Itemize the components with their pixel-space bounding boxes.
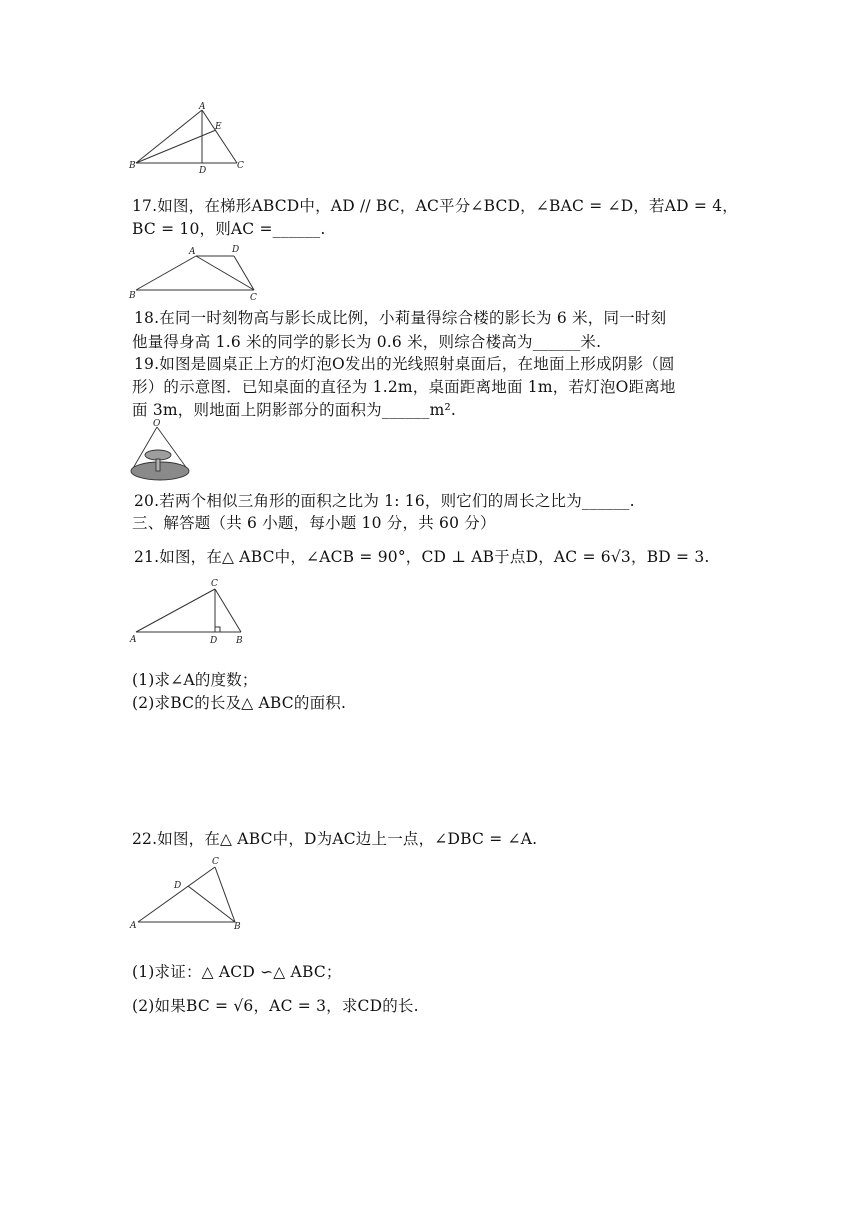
label-c: C bbox=[237, 161, 244, 171]
label-a: A bbox=[199, 102, 206, 112]
section3-heading: 三、解答题（共 6 小题，每小题 10 分，共 60 分） bbox=[132, 514, 496, 532]
q19-line3: 面 3m，则地面上阴影部分的面积为______m². bbox=[132, 401, 457, 419]
label-c: C bbox=[212, 857, 219, 867]
label-a: A bbox=[189, 247, 196, 257]
label-a: A bbox=[130, 635, 137, 645]
figure-q19-lamp-shadow bbox=[126, 418, 196, 488]
figure-q22-triangle bbox=[126, 855, 256, 935]
label-d: D bbox=[232, 245, 240, 255]
q17-line2: BC = 10，则AC =______. bbox=[132, 220, 326, 238]
q21-part2: (2)求BC的长及△ ABC的面积. bbox=[132, 694, 347, 712]
label-b: B bbox=[236, 636, 243, 646]
label-b: B bbox=[129, 291, 136, 301]
q17-line1: 17.如图，在梯形ABCD中，AD // BC，AC平分∠BCD，∠BAC = ∠D，若AD = 4， bbox=[132, 197, 738, 215]
q21-part1: (1)求∠A的度数； bbox=[132, 671, 258, 689]
q22-part2: (2)如果BC = √6，AC = 3，求CD的长. bbox=[132, 997, 419, 1015]
q21-line1: 21.如图，在△ ABC中，∠ACB = 90°，CD ⊥ AB于点D，AC = 6√3，BD = 3. bbox=[134, 548, 710, 566]
label-e: E bbox=[215, 122, 222, 132]
q18-line1: 18.在同一时刻物高与影长成比例，小莉量得综合楼的影长为 6 米，同一时刻 bbox=[134, 309, 667, 327]
figure-q17-trapezoid bbox=[126, 242, 266, 304]
label-d: D bbox=[210, 636, 218, 646]
label-d: D bbox=[174, 881, 182, 891]
q22-part1: (1)求证：△ ACD ∽△ ABC； bbox=[132, 963, 342, 981]
label-c: C bbox=[211, 579, 218, 589]
label-c: C bbox=[250, 293, 257, 303]
label-b: B bbox=[129, 161, 136, 171]
label-o: O bbox=[153, 419, 161, 429]
q19-line2: 形）的示意图．已知桌面的直径为 1.2m，桌面距离地面 1m，若灯泡O距离地 bbox=[132, 378, 676, 396]
q20-line1: 20.若两个相似三角形的面积之比为 1: 16，则它们的周长之比为______. bbox=[134, 492, 635, 510]
q19-line1: 19.如图是圆桌正上方的灯泡O发出的光线照射桌面后，在地面上形成阴影（圆 bbox=[134, 355, 675, 373]
figure-q16-triangle bbox=[126, 100, 256, 175]
label-b: B bbox=[234, 922, 241, 932]
q18-line2: 他量得身高 1.6 米的同学的影长为 0.6 米，则综合楼高为______米. bbox=[132, 333, 602, 351]
figure-q21-right-triangle bbox=[126, 576, 256, 648]
label-d: D bbox=[199, 166, 207, 175]
q22-line1: 22.如图，在△ ABC中，D为AC边上一点，∠DBC = ∠A. bbox=[132, 830, 538, 848]
label-a: A bbox=[130, 921, 137, 931]
